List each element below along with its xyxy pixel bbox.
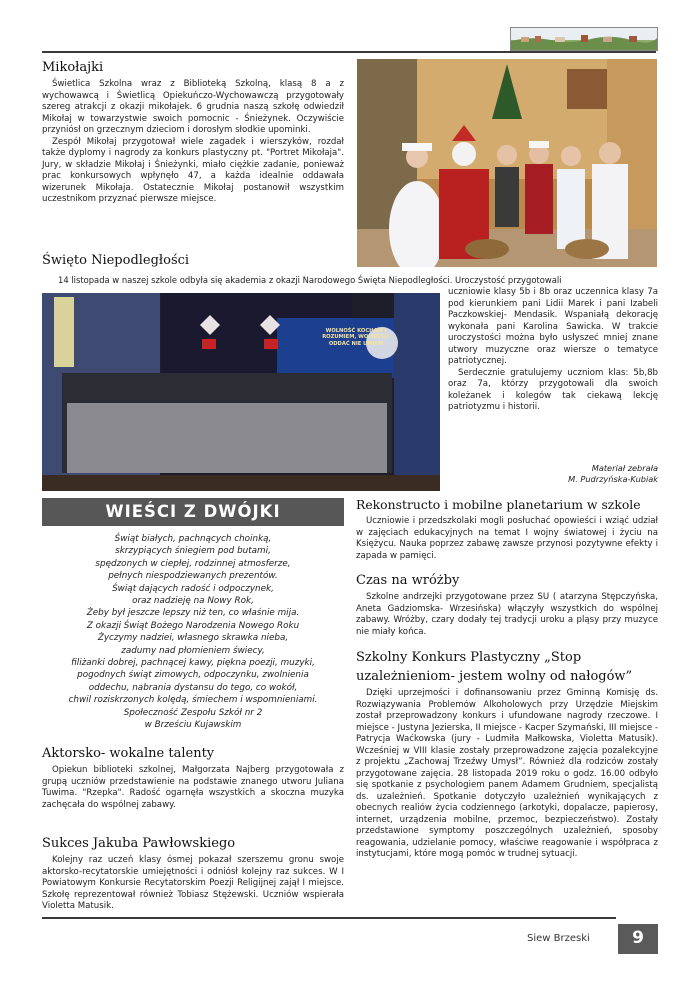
wiesci-heading: WIEŚCI Z DWÓJKI [105,502,281,521]
konkurs-heading-line-2: uzależnieniom- jestem wolny od nałogów” [356,669,633,684]
swieto-credit-label: Materiał zebrała [591,463,658,473]
footer-rule [42,917,616,919]
sukces-body [42,855,344,913]
mikolajki-photo [357,59,657,267]
aktorsko-body [42,765,344,811]
wiesci-poem [42,533,344,732]
mikolajki-body [42,79,344,206]
poem-line: chwil roziskrzonych kolędą, śmiechem i wspomnieniami. [68,695,318,706]
swieto-lead: 14 listopada w naszej szkole odbyła się akademia z okazji Narodowego Święta Niepodległości. Uroczystość przygotowali [58,275,562,285]
poem-line: Świąt dających radość i odpoczynek, [112,583,274,594]
poem-line: Świąt białych, pachnących choinką, [114,534,272,544]
poem-line: spędzonych w ciepłej, rodzinnej atmosferze, [95,558,291,569]
konkurs-heading-line-1: Szkolny Konkurs Plastyczny „Stop [356,650,582,665]
footer-publication: Siew Brzeski [527,933,590,944]
konkurs-paragraph: Dzięki uprzejmości i dofinansowaniu przez Gminną Komisję ds. Rozwiązywania Problemów Alkoholowych przy Urzędzie Miejskim został przeprowadzony konkurs i ufundowane nagrody rzeczowe. I miejsce - Justyna Jezierska, II miejsce - Kacper Szymański, III miejsce - Patrycja Waćkowska (jury - Ludmiła Małkowska, Violetta Matusik). Wcześniej w VIII klasie zostały przeprowadzone zajęcia pozalekcyjne z projektu „Zachowaj Trzeźwy Umysł”. Również dla rodziców zostały przygotowane zajęcia. 28 listopada 2019 roku o godz. 16.00 odbyło się spotkanie z psychologiem panem Adamem Grudniem, specjalistą ds. uzależnień. Spotkanie dotyczyło uzależnień wynikających z obecnych realiów życia codziennego (arkotyki, dopalacze, papierosy, internet, urządzenia mobilne, przemoc, bezpieczeństwo). Zostały przedstawione symptomy poszczególnych uzależnień, sposoby reagowania, udzielanie pomocy, właściwe reagowanie i współpraca z instytucjami, które mogą pomóc w trudnej sytuacji. [356,688,658,859]
mikolajki-paragraph-1: Świetlica Szkolna wraz z Biblioteką Szkolną, klasą 8 a z wychowawcą i Świetlicą Opiekuńczo-Wychowawczą przygotowały szereg atrakcji z okazji mikołajek. 6 grudnia naszą szkołę odwiedził Mikołaj w towarzystwie swoich pomocnic - Śnieżynek. Oczywiście przyniósł on grzecznym dzieciom i dorosłym słodkie upominki. [42,79,344,135]
mikolajki-paragraph-2: Zespół Mikołaj przygotował wiele zagadek i wierszyków, rozdał także dyplomy i nagrody za konkurs plastyczny pt. "Portret Mikołaja". Jury, w składzie Mikołaj i Śnieżynki, miało ciężkie zadanie, ponieważ prac konkursowych wpłynęło 47, a każda idealnie oddawała wizerunek Mikołaja. Ostatecznie Mikołaj postanowił wszystkim uczestnikom przyznać pierwsze miejsce. [42,136,344,204]
poem-line: pogodnych świąt zimowych, odpoczynku, zwolnienia [77,670,309,681]
poem-line: oddechu, nabrania dystansu do tego, co wokół, [88,682,298,693]
wrozby-body [356,592,658,638]
poem-line: w Brześciu Kujawskim [144,720,242,731]
rekonstrukto-paragraph: Uczniowie i przedszkolaki mogli posłuchać opowieści i wziąć udział w zajęciach edukacyjnych na temat I wojny światowej i życiu na Księżycu. Nauka poprzez zabawę zawsze przynosi pozytywne efekty i zapada w pamięci. [356,516,658,561]
swieto-paragraph-2: Serdecznie gratulujemy uczniom klas: 5b,8b oraz 7a, którzy przygotowali dla swoich koleżanek i kolegów tak ciekawą lekcję patriotyzmu i historii. [448,367,658,412]
sukces-paragraph: Kolejny raz uczeń klasy ósmej pokazał szerszemu gronu swoje aktorsko-recytatorskie umiejętności i odniósł kolejny raz sukces. W I Powiatowym Konkursie Recytatorskim Poezji Religijnej zajął I miejsce. Szkołę reprezentował również Tobiasz Stężewski. Uczniów wspierała Violetta Matusik. [42,855,344,911]
poem-line: filiżanki dobrej, pachnącej kawy, piękna poezji, muzyki, [71,658,315,669]
aktorsko-paragraph: Opiekun biblioteki szkolnej, Małgorzata Najberg przygotowała z grupą uczniów przedstawienie na podstawie znanego utworu Juliana Tuwima. "Rzepka". Radość ogarnęła wszystkich a skoczna muzyka zachęcała do wspólnej zabawy. [42,765,344,810]
poem-line: oraz nadzieję na Nowy Rok, [132,596,254,607]
swieto-heading: Święto Niepodległości [42,253,190,268]
page-number: 9 [632,928,644,948]
wrozby-heading: Czas na wróżby [356,573,460,588]
poem-line: Społeczność Zespołu Szkół nr 2 [123,707,263,718]
rekonstrukto-body [356,516,658,562]
mikolajki-heading: Mikołajki [42,60,104,75]
poem-line: pełnych niespodziewanych prezentów. [108,571,278,582]
swieto-photo [42,293,440,491]
swieto-banner [313,328,399,347]
aktorsko-heading: Aktorsko- wokalne talenty [42,746,215,761]
header-rule [42,51,656,53]
swieto-banner-text: WOLNOŚĆ KOCHAM I ROZUMIEM, WOLNOŚCI ODDAĆ NIE UMIEM [322,328,390,347]
poem-line: Żeby był jeszcze lepszy niż ten, co właśnie mija. [86,608,300,619]
swieto-credit-author: M. Pudrzyńska-Kubiak [568,474,658,484]
wrozby-paragraph: Szkolne andrzejki przygotowane przez SU ( atarzyna Stępczyńska, Aneta Gadziomska- Wrzesińska) włączyły wszystkich do wspólnej zabawy. Wróżby, czary dodały tej tradycji uroku a pląsy przy muzyce nie miały końca. [356,592,658,637]
rekonstrukto-heading: Rekonstructo i mobilne planetarium w szkole [356,497,641,512]
poem-line: skrzypiących śniegiem pod butami, [115,546,271,557]
sukces-heading: Sukces Jakuba Pawłowskiego [42,836,236,851]
swieto-body [448,287,658,414]
header-landscape-image [510,27,658,51]
swieto-credit [448,463,658,485]
poem-line: Z okazji Świąt Bożego Narodzenia Nowego Roku [86,620,300,631]
landscape-illustration [511,28,657,50]
poem-line: Życzymy nadziei, własnego skrawka nieba, [97,633,289,644]
konkurs-body [356,688,658,861]
swieto-paragraph-1: uczniowie klasy 5b i 8b oraz uczennica klasy 7a pod kierunkiem pani Lidii Marek i pani Izabeli Paczkowskiej- Mendasik. Wspaniałą dekorację wykonała pani Karolina Sawicka. W trakcie uroczystości można było usłyszeć mniej znane utwory muzyczne oraz wiersze o tematyce patriotycznej. [448,287,658,366]
poem-line: zadumy nad płomieniem świecy, [121,645,265,656]
